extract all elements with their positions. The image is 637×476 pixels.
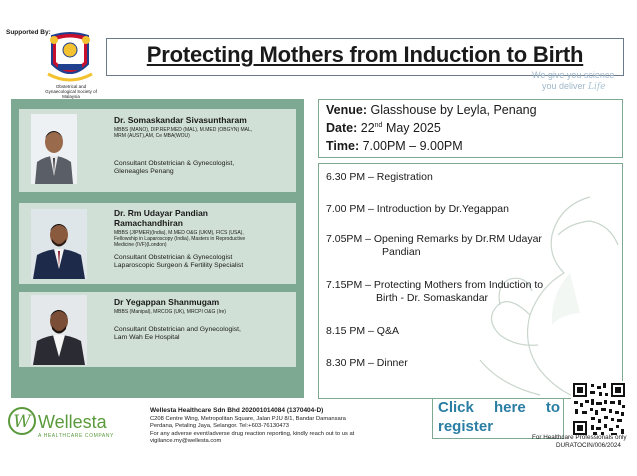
speaker-card xyxy=(19,109,296,192)
date-rest: May 2025 xyxy=(385,121,441,135)
document-code: DURATOCIN/006/2024 xyxy=(556,442,621,449)
speaker-card xyxy=(19,203,296,284)
agenda-item xyxy=(326,203,509,216)
date-label: Date: xyxy=(326,121,358,135)
name-line: Ramachandhiran xyxy=(114,218,183,228)
brand-text: Wellesta xyxy=(38,412,107,432)
speaker-1-quals xyxy=(114,127,294,139)
agenda-text: Opening Remarks by Dr.RM Udayar xyxy=(373,233,542,245)
agenda-text-cont: Birth - Dr. Somaskandar xyxy=(376,292,489,304)
agenda-item xyxy=(326,325,399,338)
speaker-1-role xyxy=(114,160,294,176)
society-name: Obstetrical and Gynaecological Society of Malaysia xyxy=(45,84,97,99)
role-line: Consultant Obstetrician & Gynecologist xyxy=(114,254,233,261)
agenda-time: 7.15PM – xyxy=(326,279,374,291)
agenda-item xyxy=(326,357,408,370)
agenda-text-cont: Pandian xyxy=(382,246,421,258)
quals-line: Fellowship in Laparoscopy (India), Masters in Reproductive xyxy=(114,236,246,242)
venue-line xyxy=(326,103,537,117)
speaker-1-name: Dr. Somaskandar Sivasuntharam xyxy=(114,115,247,125)
agenda-item xyxy=(326,233,542,259)
agenda-text: Registration xyxy=(376,171,433,183)
quals-line: MRM (AUST),AM, Ce MBA(WOU) xyxy=(114,133,190,139)
hcp-only-note: For Healthcare Professionals only xyxy=(532,434,627,441)
role-line: Consultant Obstetrician and Gynecologist, xyxy=(114,326,241,333)
agenda-text: Protecting Mothers from Induction to xyxy=(373,279,544,291)
role-line: Laparoscopic Surgeon & Fertility Specialist xyxy=(114,262,244,269)
date-day: 22 xyxy=(360,121,375,135)
address-line: Perdana, Petaling Jaya, Selangor. Tel:+603-76130473 xyxy=(150,423,289,429)
agenda-text: Q&A xyxy=(376,325,399,337)
svg-text:W: W xyxy=(13,412,31,432)
time-value: 7.00PM – 9.00PM xyxy=(362,139,463,153)
date-line xyxy=(326,121,441,135)
register-link[interactable]: Click here to register xyxy=(438,399,560,435)
speaker-3-name: Dr Yegappan Shanmugam xyxy=(114,297,220,307)
registration-qr-code[interactable] xyxy=(571,381,627,437)
society-crest-logo xyxy=(46,30,94,84)
agenda-text: Introduction by Dr.Yegappan xyxy=(376,203,509,215)
brand-subtext: A HEALTHCARE COMPANY xyxy=(38,433,114,439)
role-line: Gleneagles Penang xyxy=(114,168,174,175)
vigilance-email[interactable]: vigilance.my@wellesta.com xyxy=(150,438,222,444)
speaker-2-quals xyxy=(114,230,294,248)
speaker-3-quals: MBBS (Manipal), MRCOG (UK), MRCPI O&G (Ire) xyxy=(114,309,226,315)
tagline-line-1: We give you science xyxy=(532,70,615,80)
agenda-item xyxy=(326,279,543,305)
speaker-photo-1 xyxy=(31,114,77,184)
address-line: C208 Centre Wing, Metropolitan Square, Jalan PJU 8/1, Bandar Damansara xyxy=(150,416,346,422)
venue-label: Venue: xyxy=(326,103,367,117)
time-label: Time: xyxy=(326,139,360,153)
event-title: Protecting Mothers from Induction to Birth xyxy=(146,42,584,67)
speaker-card xyxy=(19,292,296,367)
role-line: Lam Wah Ee Hospital xyxy=(114,334,180,341)
quals-line: MBBS (JIPMER)(India), M.MED O&G (UKM), FICS (USA), xyxy=(114,230,244,236)
company-name: Wellesta Healthcare Sdn Bhd 202001014084 (1370404-D) xyxy=(150,407,324,414)
speaker-3-role xyxy=(114,326,294,342)
speaker-photo-2 xyxy=(31,209,87,279)
adverse-event-note: For any adverse event/adverse drug reaction reporting, kindly reach out to us at xyxy=(150,431,355,437)
speaker-panel xyxy=(11,99,304,398)
supported-by-label: Supported By: xyxy=(6,29,51,36)
time-line xyxy=(326,139,463,153)
quals-line: MBBS (MANO), DIP.REP.MED (MAL), M.MED (OBGYN) MAL, xyxy=(114,127,253,133)
speaker-photo-3 xyxy=(31,295,87,365)
agenda-time: 8.30 PM – xyxy=(326,357,377,369)
quals-line: Medicine (IVF)(London) xyxy=(114,242,167,248)
tagline-line-2: you deliver xyxy=(542,81,586,91)
tagline xyxy=(532,70,632,93)
agenda-item xyxy=(326,171,433,184)
agenda-time: 8.15 PM – xyxy=(326,325,377,337)
venue-value: Glasshouse by Leyla, Penang xyxy=(370,103,537,117)
date-suffix: nd xyxy=(374,121,383,129)
wellesta-logo xyxy=(6,404,146,444)
speaker-2-role xyxy=(114,254,294,270)
agenda-text: Dinner xyxy=(376,357,408,369)
agenda-time: 7.00 PM – xyxy=(326,203,377,215)
name-line: Dr. Rm Udayar Pandian xyxy=(114,208,209,218)
role-line: Consultant Obstetrician & Gynecologist, xyxy=(114,160,235,167)
agenda-time: 7.05PM – xyxy=(326,233,374,245)
tagline-life: Life xyxy=(588,82,606,92)
speaker-2-name xyxy=(114,208,208,228)
agenda-time: 6.30 PM – xyxy=(326,171,377,183)
